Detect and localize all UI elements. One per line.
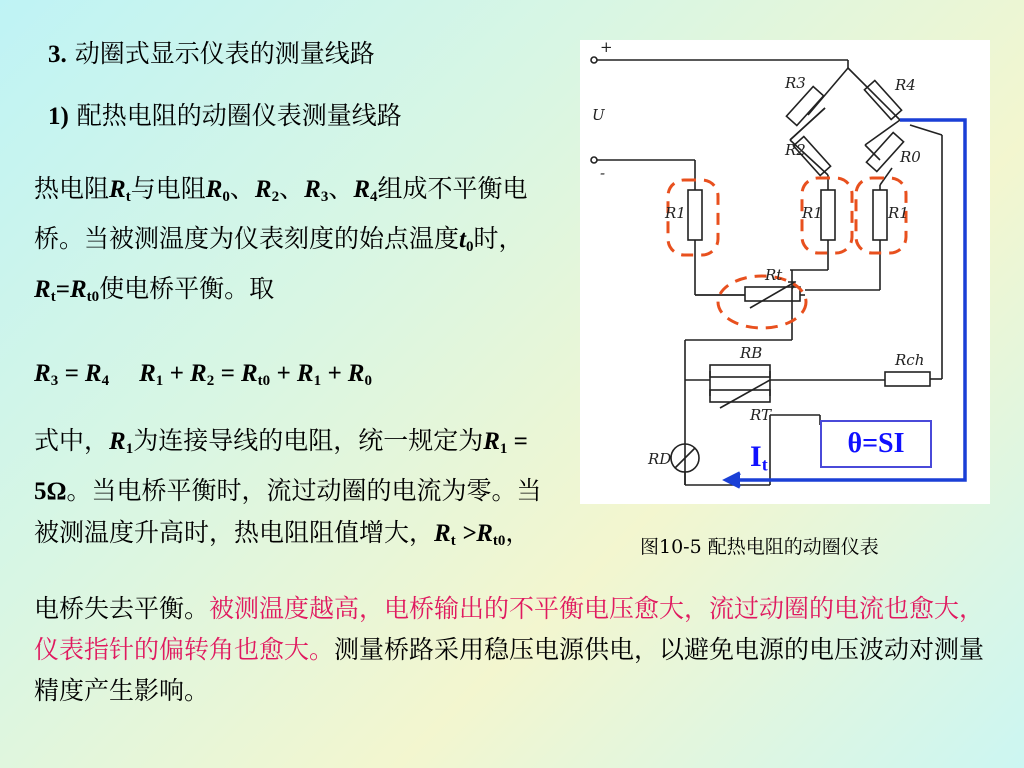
circuit-figure (580, 40, 990, 504)
r4-label: R4 (895, 76, 916, 94)
rb-label: RB (740, 344, 763, 362)
r1c-label: R1 (888, 204, 909, 222)
paragraph-bridge-description: 热电阻$R_t$与电阻$R_0$、$R_2$、$R_3$、$R_4$组成不平衡电桥。当被测温度为仪表刻度的始点温度$t_0$时，$R_t=R_{t0}$使电桥平衡。取 (34, 174, 528, 305)
balance-equation: $R_3 = R_4$ $R_1 + R_2 = R_{t0} + R_1 + R_0$ (34, 360, 372, 389)
r3-label: R3 (785, 74, 806, 92)
highlight-text: 被测温度越高，电桥输出的不平衡电压愈大，流过动圈的电流也愈大，仪表指针的偏转角也愈大。 (34, 594, 985, 664)
r1b-label: R1 (802, 204, 823, 222)
rch-label: Rch (895, 351, 925, 369)
r1a-label: R1 (665, 204, 686, 222)
rtt-label: RT (750, 406, 772, 424)
r2-label: R2 (785, 141, 806, 159)
current-label: $I_t$ (750, 440, 768, 475)
paragraph-conclusion: 电桥失去平衡。被测温度越高，电桥输出的不平衡电压愈大，流过动圈的电流也愈大，仪表指针的偏转角也愈大。测量桥路采用稳压电源供电，以避免电源的电压波动对测量精度产生影响。 (34, 594, 985, 705)
paragraph-lead-resistance: 式中，$R_1$为连接导线的电阻，统一规定为$R_1 = 5\Omega$。当电桥平衡时，流过动圈的电流为零。当被测温度升高时，热电阻阻值增大，$R_t >R_{t0}$， (34, 426, 542, 549)
rt-label: Rt (765, 266, 783, 284)
figure-caption: 图10-5 配热电阻的动圈仪表 (640, 536, 879, 558)
plus-label: + (600, 40, 613, 56)
rd-label: RD (648, 450, 672, 468)
section-heading: 3. 动圈式显示仪表的测量线路 (48, 39, 375, 68)
theta-formula-box: θ=SI (820, 420, 932, 468)
minus-label: - (600, 164, 606, 182)
u-label: U (592, 106, 605, 124)
r0-label: R0 (900, 148, 921, 166)
subsection-heading: 1) 配热电阻的动圈仪表测量线路 (48, 101, 402, 130)
